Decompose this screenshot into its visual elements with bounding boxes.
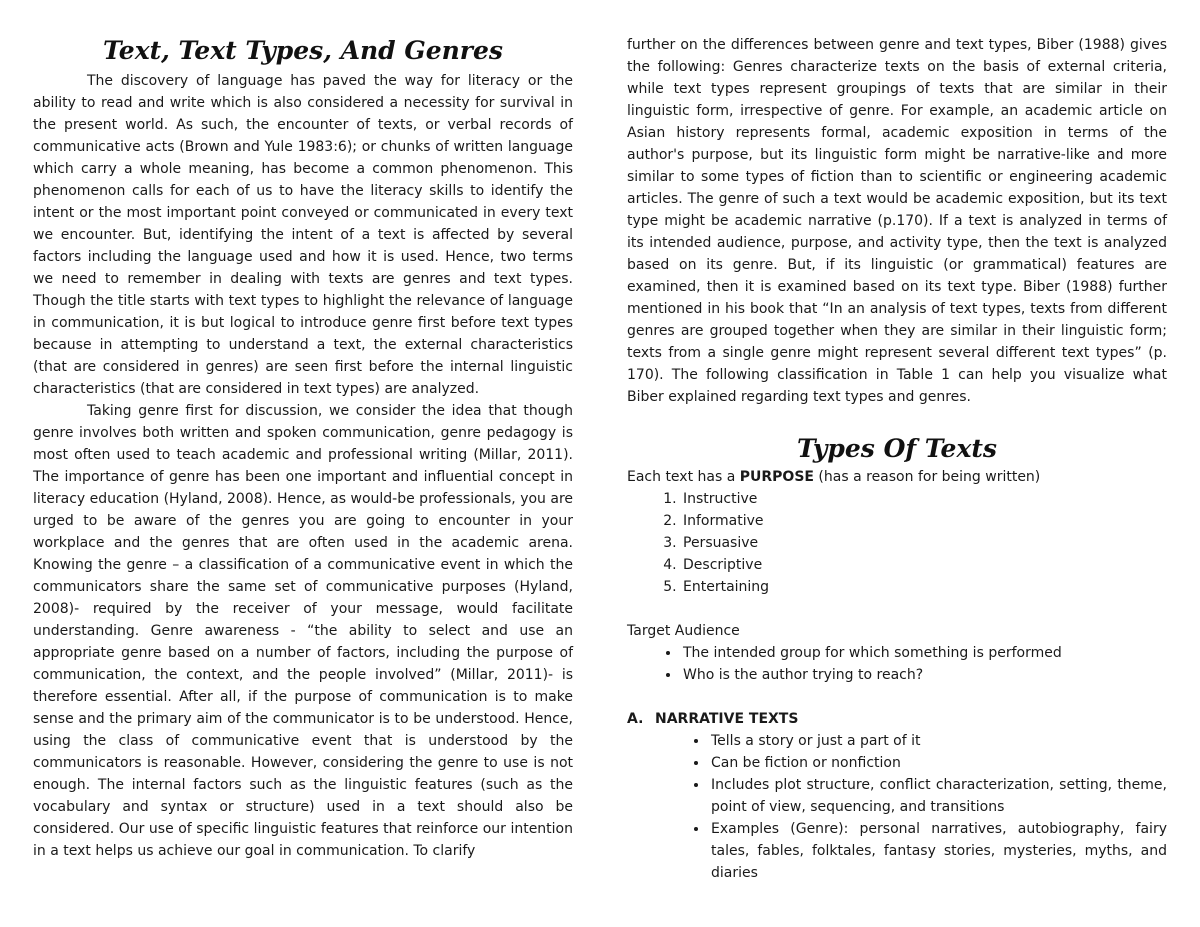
intro-paragraph: The discovery of language has paved the way for literacy or the ability to read and write which is also considered a necessity for survival in the present world. As such, the encounter of texts, or verbal records of communicative acts (Brown and Yule 1983:6); or chunks of written language which carry a whole meaning, has become a common phenomenon. This phenomenon calls for each of us to have the literacy skills to identify the intent or the most important point conveyed or communicated in every text we encounter. But, identifying the intent of a text is affected by several factors including the language used and how it is used. Hence, two terms we need to remember in dealing with texts are genres and text types. Though the title starts with text types to highlight the relevance of language in communication, it is but logical to introduce genre first before text types because in attempting to understand a text, the external characteristics (that are considered in genres) are seen first before the internal linguistic characteristics (that are considered in text types) are analyzed. (33, 73, 573, 397)
list-item: • Who is the author trying to reach? (681, 664, 1167, 686)
section-letter: A. (627, 711, 644, 727)
list-item: 3. Persuasive (681, 532, 1167, 554)
list-item: 2. Informative (681, 510, 1167, 532)
list-item: 4. Descriptive (681, 554, 1167, 576)
purpose-intro: Each text has a (627, 469, 740, 485)
narrative-list (627, 730, 1167, 884)
purpose-rest: (has a reason for being written) (813, 469, 1041, 485)
list-item: 5. Entertaining (681, 576, 1167, 598)
right-column (627, 34, 1167, 884)
list-item: 1. Instructive (681, 488, 1167, 510)
purpose-keyword: PURPOSE (739, 469, 814, 485)
continuation-paragraph: further on the differences between genre and text types, Biber (1988) gives the following: Genres characterize texts on the basis of external criteria, while text types represent groupings of texts that are similar in their linguistic form, irrespective of genre. For example, an academic article on Asian history represents formal, academic exposition in terms of the author's purpose, but its linguistic form might be narrative-like and more similar to some types of fiction than to scientific or engineering academic articles. The genre of such a text would be academic exposition, but its text type might be academic narrative (p.170). If a text is analyzed in terms of its intended audience, purpose, and activity type, then the text is analyzed based on its genre. But, if its linguistic (or grammatical) features are examined, then it is examined based on its text type. Biber (1988) further mentioned in his book that “In an analysis of text types, texts from different genres are grouped together when they are similar in their linguistic form; texts from a single genre might represent several different text types” (p. 170). The following classification in Table 1 can help you visualize what Biber explained regarding text types and genres. (627, 37, 1167, 405)
purpose-list (627, 488, 1167, 598)
purpose-line (627, 466, 1167, 488)
list-item: • Includes plot structure, conflict characterization, setting, theme, point of view, sequencing, and transitions (709, 774, 1167, 818)
list-item: • Can be fiction or nonfiction (709, 752, 1167, 774)
spacer (627, 598, 1167, 620)
list-item: • The intended group for which something is performed (681, 642, 1167, 664)
list-item: • Examples (Genre): personal narratives, autobiography, fairy tales, fables, folktales, fantasy stories, mysteries, myths, and diaries (709, 818, 1167, 884)
left-column (33, 34, 573, 862)
genre-paragraph: Taking genre first for discussion, we consider the idea that though genre involves both written and spoken communication, genre pedagogy is most often used to teach academic and professional writing (Millar, 2011). The importance of genre has been one important and influential concept in literacy education (Hyland, 2008). Hence, as would-be professionals, you are urged to be aware of the genres you are going to encounter in your workplace and the genres that are often used in the academic arena. Knowing the genre – a classification of a communicative event in which the communicators share the same set of communicative purposes (Hyland, 2008)- required by the receiver of your message, would facilitate understanding. Genre awareness - “the ability to select and use an appropriate genre based on a number of factors, including the purpose of communication, the context, and the people involved” (Millar, 2011)- is therefore essential. After all, if the purpose of communication is to make sense and the primary aim of the communicator is to be understood. Hence, using the class of communicative event that is understood by the communicators is reasonable. However, considering the genre to use is not enough. The internal factors such as the linguistic features (such as the vocabulary and syntax or structure) used in a text should also be considered. Our use of specific linguistic features that reinforce our intention in a text helps us achieve our goal in communication. To clarify (33, 403, 574, 859)
target-audience-label: Target Audience (627, 623, 740, 639)
section-title: NARRATIVE TEXTS (655, 711, 799, 727)
page-title: Text, Text Types, And Genres (103, 36, 503, 65)
audience-list (627, 642, 1167, 686)
types-of-texts-title: Types Of Texts (797, 434, 997, 463)
list-item: • Tells a story or just a part of it (709, 730, 1167, 752)
narrative-section-heading (627, 708, 1167, 730)
